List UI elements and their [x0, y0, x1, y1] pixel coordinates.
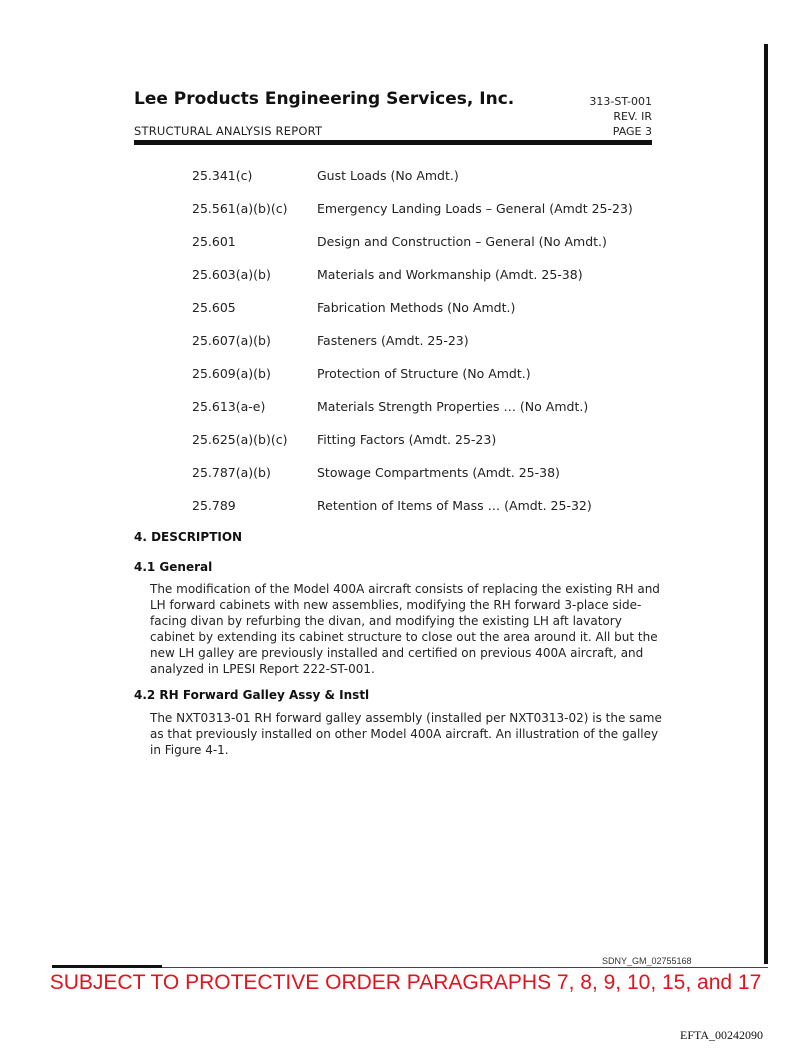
bates-number: SDNY_GM_02755168	[602, 956, 692, 966]
report-type: STRUCTURAL ANALYSIS REPORT	[134, 124, 323, 138]
requirement-title: Stowage Compartments (Amdt. 25-38)	[317, 465, 560, 480]
footer-rule-accent	[52, 965, 162, 968]
requirement-row	[192, 201, 692, 234]
requirement-title: Fabrication Methods (No Amdt.)	[317, 300, 516, 315]
document-meta	[560, 94, 652, 139]
requirement-code: 25.341(c)	[192, 168, 253, 183]
requirement-title: Materials Strength Properties … (No Amdt.)	[317, 399, 589, 414]
requirement-title: Emergency Landing Loads – General (Amdt 25-23)	[317, 201, 633, 216]
company-name: Lee Products Engineering Services, Inc.	[134, 89, 515, 109]
requirement-code: 25.625(a)(b)(c)	[192, 432, 288, 447]
requirement-code: 25.601	[192, 234, 236, 249]
section-heading-galley: 4.2 RH Forward Galley Assy & Instl	[134, 688, 370, 702]
requirement-row	[192, 333, 692, 366]
requirement-code: 25.613(a-e)	[192, 399, 266, 414]
section-heading-description: 4. DESCRIPTION	[134, 530, 243, 544]
requirement-row	[192, 465, 692, 498]
requirement-title: Fitting Factors (Amdt. 25-23)	[317, 432, 497, 447]
requirement-title: Gust Loads (No Amdt.)	[317, 168, 459, 183]
requirement-title: Protection of Structure (No Amdt.)	[317, 366, 531, 381]
requirement-row	[192, 267, 692, 300]
requirement-row	[192, 234, 692, 267]
header-divider	[134, 140, 652, 145]
requirement-title: Materials and Workmanship (Amdt. 25-38)	[317, 267, 583, 282]
section-heading-general: 4.1 General	[134, 560, 213, 574]
page-edge-rule	[764, 44, 768, 964]
requirement-code: 25.561(a)(b)(c)	[192, 201, 288, 216]
requirement-row	[192, 300, 692, 333]
requirement-code: 25.605	[192, 300, 236, 315]
requirement-code: 25.607(a)(b)	[192, 333, 271, 348]
requirements-list	[192, 168, 692, 531]
requirement-row	[192, 432, 692, 465]
requirement-row	[192, 168, 692, 201]
galley-paragraph: The NXT0313-01 RH forward galley assembly (installed per NXT0313-02) is the same as that previously installed on other Model 400A aircraft. An illustration of the galley in Figure 4-1.	[150, 711, 662, 757]
requirement-title: Fasteners (Amdt. 25-23)	[317, 333, 469, 348]
requirement-code: 25.789	[192, 498, 236, 513]
requirement-code: 25.603(a)(b)	[192, 267, 271, 282]
requirement-title: Design and Construction – General (No Amdt.)	[317, 234, 607, 249]
requirement-row	[192, 399, 692, 432]
efta-number: EFTA_00242090	[680, 1028, 764, 1042]
requirement-code: 25.787(a)(b)	[192, 465, 271, 480]
page-number: PAGE 3	[612, 125, 652, 138]
protective-order-notice: SUBJECT TO PROTECTIVE ORDER PARAGRAPHS 7, 8, 9, 10, 15, and 17	[49, 971, 762, 994]
requirement-code: 25.609(a)(b)	[192, 366, 271, 381]
doc-number: 313-ST-001	[589, 95, 652, 108]
revision: REV. IR	[613, 110, 652, 123]
requirement-row	[192, 498, 692, 531]
requirement-title: Retention of Items of Mass … (Amdt. 25-32)	[317, 498, 592, 513]
general-paragraph: The modification of the Model 400A aircraft consists of replacing the existing RH and LH forward cabinets with new assemblies, modifying the RH forward 3-place side-facing divan by refurbing the divan, and modifying the existing LH aft lavatory cabinet by extending its cabinet structure to close out the area around it. All but the new LH galley are previously installed and certified on previous 400A aircraft, and analyzed in LPESI Report 222-ST-001.	[150, 582, 660, 676]
requirement-row	[192, 366, 692, 399]
